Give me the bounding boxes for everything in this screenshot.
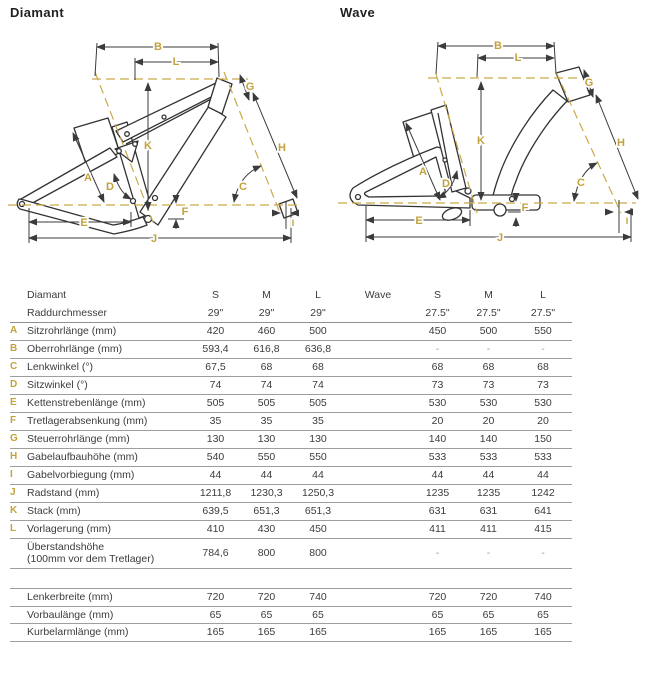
wave-value: - — [435, 546, 440, 559]
table-row — [10, 377, 572, 395]
wave-value: 533 — [534, 450, 552, 463]
row-label — [24, 524, 190, 535]
dim-letter-c: C — [577, 177, 585, 189]
row-label-line: Steuerrohrlänge (mm) — [27, 432, 130, 445]
diamant-value: 800 — [257, 546, 276, 559]
wave-value: 1242 — [531, 486, 555, 499]
diamant-value: 74 — [312, 378, 324, 391]
wave-value: - — [541, 546, 545, 559]
row-label-line: Kettenstrebenlänge (mm) — [27, 396, 146, 409]
wheel-size-value: 29" — [310, 306, 326, 319]
diamant-value: 460 — [257, 324, 276, 337]
wave-value: 68 — [537, 360, 549, 373]
row-key-letter: L — [10, 523, 17, 535]
diamant-value: 65 — [209, 608, 222, 621]
table-row — [10, 624, 572, 642]
dim-letter-i: I — [625, 216, 629, 226]
wave-value: 530 — [479, 396, 498, 409]
dim-letter-c: C — [239, 181, 247, 193]
row-label — [24, 542, 190, 564]
diamant-value: 593,4 — [202, 342, 229, 355]
row-label: Lenkerbreite (mm) — [27, 590, 113, 603]
row-key-letter: I — [10, 469, 13, 481]
diamant-value: 67,5 — [205, 360, 226, 373]
dim-letter-h: H — [278, 142, 286, 154]
dim-letter-e: E — [415, 215, 423, 227]
diamant-diagram-title: Diamant — [10, 5, 65, 20]
row-key-letter: A — [10, 325, 18, 337]
diamant-frame-outline — [17, 78, 298, 234]
header-size: S — [433, 288, 441, 301]
wave-value: 631 — [428, 504, 447, 517]
diamant-value: 65 — [312, 608, 324, 621]
row-label — [24, 398, 190, 409]
table-row — [10, 341, 572, 359]
diamant-value: 35 — [312, 414, 324, 427]
wave-value: 500 — [479, 324, 498, 337]
wave-value: 533 — [479, 450, 498, 463]
wheel-diameter-label: Raddurchmesser — [27, 306, 107, 319]
diamant-value: 505 — [257, 396, 276, 409]
diamant-value: 636,8 — [304, 342, 332, 355]
wave-value: 140 — [479, 432, 498, 445]
row-key-letter: F — [10, 415, 17, 427]
dim-letter-e: E — [80, 217, 88, 229]
wave-value: 530 — [534, 396, 552, 409]
header-size: L — [315, 288, 321, 301]
table-row — [10, 539, 572, 569]
diamant-value: 450 — [309, 522, 327, 535]
header-size: M — [262, 288, 271, 301]
wave-value: - — [486, 546, 491, 559]
row-label — [24, 416, 190, 427]
dim-letter-f: F — [521, 202, 529, 214]
dim-letter-k: K — [477, 135, 485, 147]
wave-value: 415 — [534, 522, 552, 535]
dim-letter-d: D — [442, 178, 450, 190]
diamant-value: 35 — [260, 414, 273, 427]
wave-value: 68 — [482, 360, 495, 373]
row-label-line: Gabelvorbiegung (mm) — [27, 468, 135, 481]
wave-diagram-title: Wave — [340, 5, 376, 20]
wheel-size-value: 29" — [207, 306, 224, 319]
diamant-value: 500 — [309, 324, 327, 337]
row-label — [24, 452, 190, 463]
diamant-value: 44 — [312, 468, 324, 481]
wave-value: 165 — [534, 626, 552, 639]
row-label-line: Oberrohrlänge (mm) — [27, 342, 123, 355]
wave-value: 73 — [537, 378, 549, 391]
header-size: M — [484, 288, 493, 301]
diamant-value: 639,5 — [202, 504, 229, 517]
dim-letter-l: L — [514, 52, 522, 64]
row-label-line: (100mm vor dem Tretlager) — [27, 552, 155, 565]
frame-geometry-diagrams — [0, 0, 661, 270]
row-label: Vorbaulänge (mm) — [27, 608, 114, 621]
diamant-value: 44 — [260, 468, 273, 481]
dim-letter-b: B — [494, 40, 502, 52]
diamant-value: 505 — [309, 396, 327, 409]
wave-value: 740 — [534, 590, 552, 603]
wave-value: 533 — [428, 450, 447, 463]
dim-letter-j: J — [496, 232, 504, 244]
header-model-wave: Wave — [364, 288, 392, 301]
row-key-letter: J — [10, 487, 16, 499]
row-label-line: Stack (mm) — [27, 504, 81, 517]
diamant-value: 65 — [260, 608, 273, 621]
dim-letter-k: K — [144, 140, 152, 152]
table-row — [10, 589, 572, 607]
wave-value: 65 — [431, 608, 444, 621]
wave-value: 65 — [537, 608, 549, 621]
diamant-value: 74 — [260, 378, 273, 391]
row-label-line: Radstand (mm) — [27, 486, 100, 499]
diamant-value: 165 — [206, 626, 225, 639]
diamant-value: 740 — [309, 590, 327, 603]
diamant-value: 35 — [209, 414, 222, 427]
wave-value: 720 — [479, 590, 498, 603]
wave-value: - — [486, 342, 491, 355]
wave-value: 140 — [428, 432, 447, 445]
row-key-letter: D — [10, 379, 18, 391]
dim-letter-i: I — [291, 218, 295, 228]
wave-value: 641 — [534, 504, 552, 517]
wave-value: 411 — [429, 522, 446, 535]
row-key-letter: G — [10, 433, 18, 445]
row-label — [24, 506, 190, 517]
row-label — [24, 380, 190, 391]
wave-value: 550 — [534, 324, 552, 337]
diamant-value: 784,6 — [202, 546, 229, 559]
dim-letter-d: D — [106, 181, 114, 193]
wave-value: 68 — [431, 360, 444, 373]
row-label-line: Sitzwinkel (°) — [27, 378, 88, 391]
table-row — [10, 485, 572, 503]
diamant-value: 1230,3 — [250, 486, 283, 499]
diamant-value: 800 — [309, 546, 327, 559]
row-label-line: Überstandshöhe — [27, 541, 105, 554]
table-row — [10, 431, 572, 449]
wheel-size-value: 29" — [258, 306, 275, 319]
table-row — [10, 607, 572, 625]
wave-value: 720 — [428, 590, 447, 603]
diamant-value: 720 — [257, 590, 276, 603]
table-row — [10, 286, 572, 305]
diamant-value: 540 — [206, 450, 225, 463]
wave-value: 411 — [480, 522, 497, 535]
diamant-value: 74 — [209, 378, 222, 391]
wheel-size-value: 27.5" — [425, 306, 450, 319]
diamant-value: 44 — [209, 468, 222, 481]
dim-letter-a: A — [419, 166, 427, 178]
diamant-value: 1250,3 — [301, 486, 335, 499]
diamant-value: 130 — [206, 432, 225, 445]
wave-value: - — [435, 342, 440, 355]
wheel-size-value: 27.5" — [530, 306, 556, 319]
geometry-table — [10, 286, 572, 569]
dim-letter-g: G — [245, 81, 255, 93]
wave-value: 1235 — [476, 486, 501, 499]
row-label-line: Sitzrohrlänge (mm) — [27, 324, 117, 337]
diamant-value: 550 — [257, 450, 276, 463]
table-row — [10, 359, 572, 377]
diamant-value: 165 — [257, 626, 276, 639]
wave-value: 20 — [482, 414, 495, 427]
wave-value: 631 — [479, 504, 498, 517]
table-row — [10, 521, 572, 539]
diamant-value: 68 — [260, 360, 273, 373]
diamant-value: 130 — [309, 432, 327, 445]
row-label-line: Lenkwinkel (°) — [27, 360, 94, 373]
table-row — [10, 395, 572, 413]
row-label — [24, 470, 190, 481]
row-label — [24, 326, 190, 337]
row-label-line: Tretlagerabsenkung (mm) — [27, 414, 148, 427]
dim-letter-f: F — [181, 206, 189, 218]
wave-value: 165 — [479, 626, 498, 639]
wheel-size-value: 27.5" — [476, 306, 501, 319]
header-size: S — [211, 288, 219, 301]
header-model-diamant: Diamant — [27, 288, 67, 301]
components-table — [10, 588, 572, 642]
dim-letter-j: J — [150, 233, 158, 245]
wave-value: 150 — [534, 432, 552, 445]
wave-value: 20 — [537, 414, 549, 427]
wave-value: 73 — [482, 378, 495, 391]
row-label: Kurbelarmlänge (mm) — [27, 626, 129, 639]
diamant-value: 68 — [312, 360, 324, 373]
wave-value: 44 — [537, 468, 549, 481]
row-label — [24, 362, 190, 373]
table-row — [10, 413, 572, 431]
wave-value: 44 — [482, 468, 495, 481]
diamant-value: 651,3 — [253, 504, 280, 517]
wave-value: 73 — [431, 378, 444, 391]
row-key-letter: B — [10, 343, 18, 355]
wave-value: 44 — [431, 468, 444, 481]
wave-value: 65 — [482, 608, 495, 621]
wave-value: - — [541, 342, 545, 355]
row-key-letter: E — [10, 397, 17, 409]
diamant-value: 1211,8 — [199, 486, 232, 499]
diamant-value: 165 — [309, 626, 327, 639]
dim-letter-a: A — [84, 172, 92, 184]
header-size: L — [540, 288, 546, 301]
table-row — [10, 503, 572, 521]
wave-value: 450 — [428, 324, 447, 337]
diamant-value: 651,3 — [304, 504, 332, 517]
wave-value: 530 — [428, 396, 447, 409]
diamant-value: 720 — [206, 590, 225, 603]
wave-value: 1235 — [425, 486, 450, 499]
table-row — [10, 467, 572, 485]
row-key-letter: H — [10, 451, 18, 463]
row-label — [24, 344, 190, 355]
dim-letter-b: B — [154, 41, 162, 53]
row-label — [24, 488, 190, 499]
diamant-value: 616,8 — [253, 342, 280, 355]
table-row — [10, 449, 572, 467]
row-key-letter: C — [10, 361, 18, 373]
wave-value: 165 — [428, 626, 447, 639]
diamant-value: 550 — [309, 450, 327, 463]
row-key-letter: K — [10, 505, 18, 517]
table-row — [10, 305, 572, 324]
diamant-value: 410 — [206, 522, 225, 535]
wave-value: 20 — [431, 414, 444, 427]
row-label-line: Vorlagerung (mm) — [27, 522, 112, 535]
diamant-value: 420 — [206, 324, 225, 337]
row-label — [24, 434, 190, 445]
dim-letter-l: L — [172, 56, 180, 68]
table-row — [10, 323, 572, 341]
diamant-value: 130 — [257, 432, 276, 445]
diamant-value: 505 — [206, 396, 225, 409]
diamant-value: 430 — [257, 522, 276, 535]
row-label-line: Gabelaufbauhöhe (mm) — [27, 450, 138, 463]
dim-letter-h: H — [617, 137, 625, 149]
dim-letter-g: G — [584, 77, 594, 89]
wave-frame-outline — [350, 67, 590, 223]
